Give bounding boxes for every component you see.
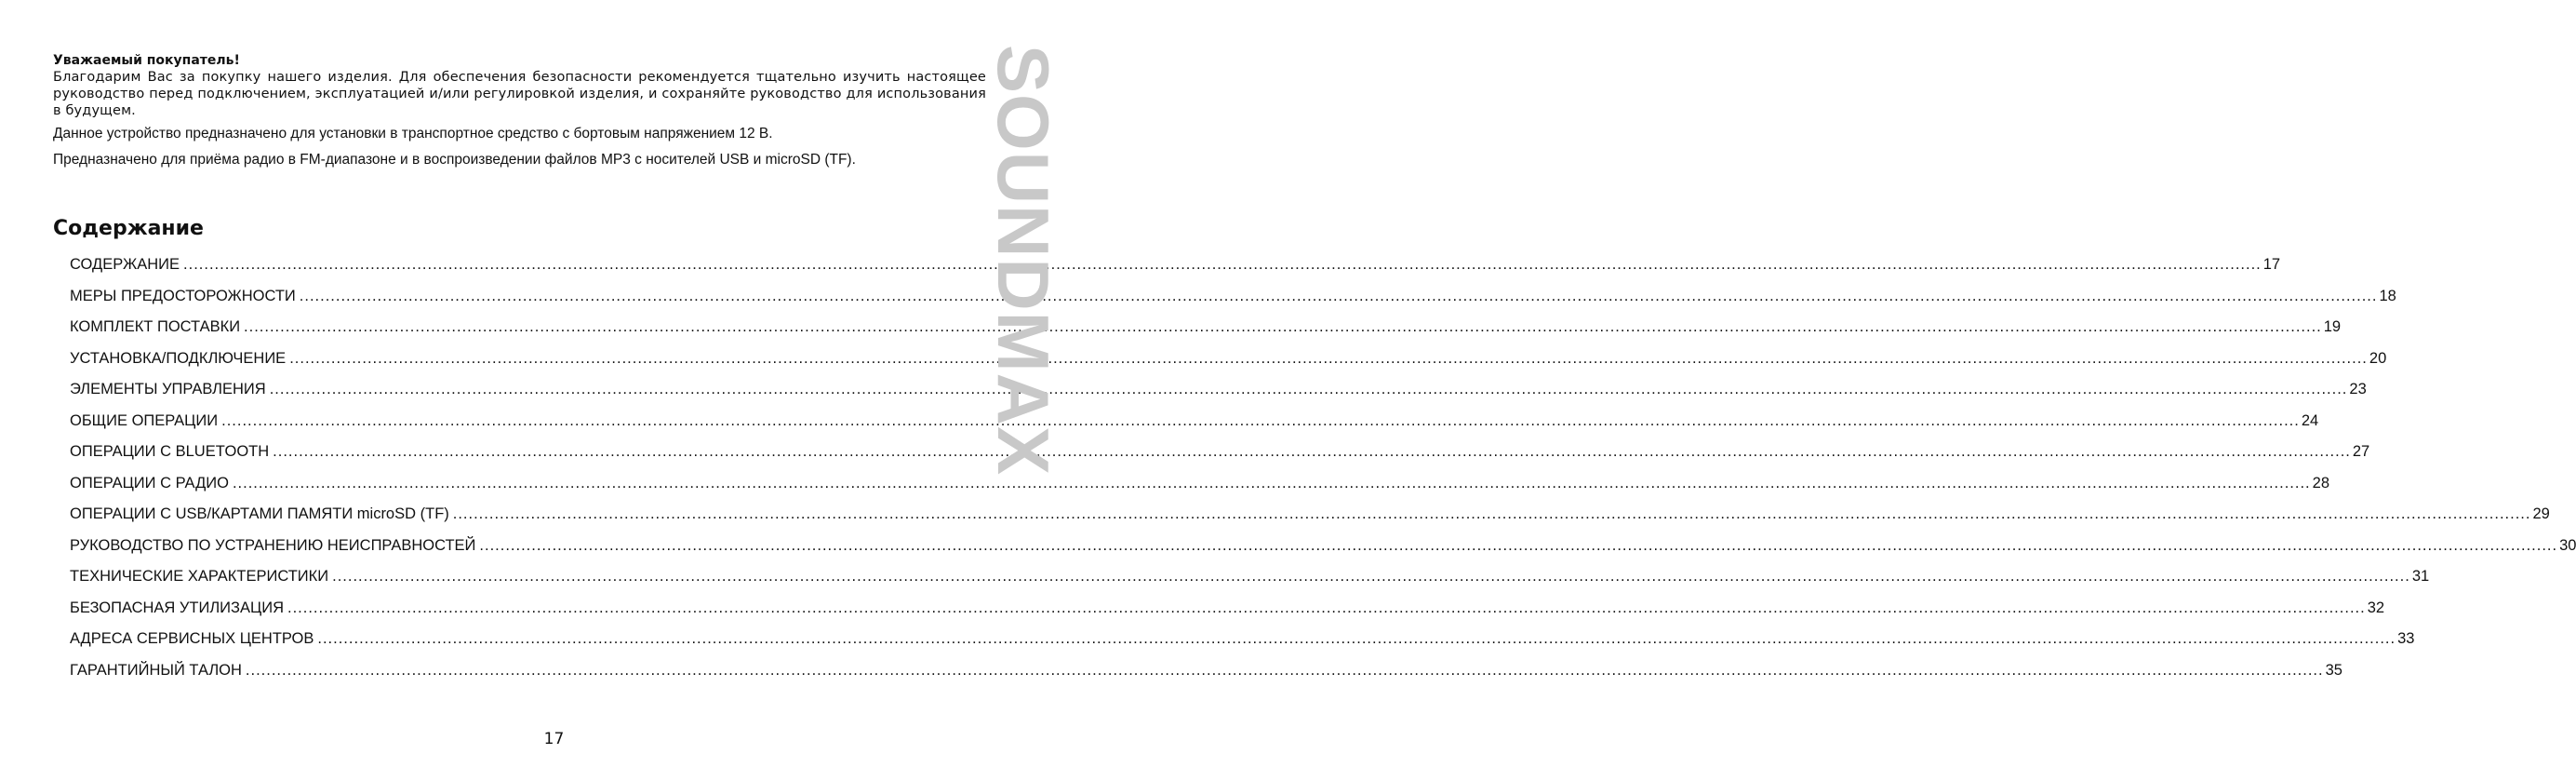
intro-paragraph-thanks: Благодарим Вас за покупку нашего изделия. Для обеспечения безопасности рекомендуется тщательно изучить настоящее руководство перед подключением, эксплуатацией и/или регулировкой изделия, и сохраняйте руководство для использования в будущем. (53, 70, 986, 118)
toc-entry-label: БЕЗОПАСНАЯ УТИЛИЗАЦИЯ (70, 599, 284, 616)
toc-leader-dots: ................................................................................................................................................................................................................................................................................................................................................................................................................ (332, 568, 2410, 585)
toc-entry[interactable] (70, 346, 2387, 378)
toc-leader-dots: ................................................................................................................................................................................................................................................................................................................................................................................................................ (232, 474, 2311, 491)
greeting: Уважаемый покупатель! (53, 53, 240, 68)
toc-entry-label: ОПЕРАЦИИ С РАДИО (70, 474, 229, 491)
toc-entry-label: ГАРАНТИЙНЫЙ ТАЛОН (70, 661, 242, 679)
toc-entry-page: 20 (2369, 349, 2387, 367)
toc-entry-page: 27 (2352, 443, 2370, 460)
toc-entry[interactable] (70, 564, 2430, 596)
toc-entry[interactable] (70, 596, 2385, 627)
toc-leader-dots: ................................................................................................................................................................................................................................................................................................................................................................................................................ (287, 599, 2366, 616)
intro-section (53, 53, 986, 171)
toc-leader-dots: ................................................................................................................................................................................................................................................................................................................................................................................................................ (452, 505, 2531, 522)
toc-entry[interactable] (70, 377, 2367, 409)
toc-entry-page: 17 (2262, 256, 2281, 273)
toc-entry[interactable] (70, 409, 2319, 440)
toc-entry[interactable] (70, 471, 2330, 503)
toc-entry-label: РУКОВОДСТВО ПО УСТРАНЕНИЮ НЕИСПРАВНОСТЕЙ (70, 536, 476, 554)
intro-paragraph-purpose: Предназначено для приёма радио в FM-диапазоне и в воспроизведении файлов MP3 с носителей USB и microSD (TF). (53, 152, 856, 168)
toc-entry-page: 19 (2323, 318, 2342, 335)
toc-entry[interactable] (70, 284, 2396, 316)
toc-entry[interactable] (70, 626, 2415, 658)
toc-leader-dots: ................................................................................................................................................................................................................................................................................................................................................................................................................ (479, 536, 2558, 554)
soundmax-logo: SOUNDMAX (982, 45, 1064, 477)
toc-leader-dots: ................................................................................................................................................................................................................................................................................................................................................................................................................ (244, 318, 2322, 335)
toc-entry-page: 31 (2411, 568, 2430, 585)
toc-leader-dots: ................................................................................................................................................................................................................................................................................................................................................................................................................ (221, 411, 2300, 429)
toc-entry-label: ОПЕРАЦИИ С BLUETOOTH (70, 443, 270, 460)
toc-entry-page: 28 (2312, 474, 2330, 491)
toc-entry-label: ОБЩИЕ ОПЕРАЦИИ (70, 411, 219, 429)
toc-entry-label: КОМПЛЕКТ ПОСТАВКИ (70, 318, 241, 335)
toc-entry-page: 23 (2349, 381, 2367, 397)
toc-entry-label: СОДЕРЖАНИЕ (70, 256, 180, 273)
toc-entry-page: 29 (2532, 505, 2550, 522)
page-number: 17 (543, 730, 565, 748)
toc-entry-page: 35 (2325, 661, 2342, 679)
toc-heading: Содержание (53, 217, 204, 240)
toc-entry[interactable] (70, 252, 2281, 284)
toc-leader-dots: ................................................................................................................................................................................................................................................................................................................................................................................................................ (289, 349, 2368, 367)
toc-entry-label: АДРЕСА СЕРВИСНЫХ ЦЕНТРОВ (70, 630, 314, 647)
intro-paragraph-voltage: Данное устройство предназначено для установки в транспортное средство с бортовым напряжением 12 В. (53, 126, 773, 141)
toc-entry-label: ЭЛЕМЕНТЫ УПРАВЛЕНИЯ (70, 381, 266, 397)
toc-leader-dots: ................................................................................................................................................................................................................................................................................................................................................................................................................ (269, 381, 2348, 397)
toc-entry[interactable] (70, 658, 2342, 690)
toc-entry-label: ОПЕРАЦИИ С USB/КАРТАМИ ПАМЯТИ microSD (TF) (70, 505, 449, 522)
toc-entry-label: МЕРЫ ПРЕДОСТОРОЖНОСТИ (70, 287, 296, 304)
toc-entry-label: ТЕХНИЧЕСКИЕ ХАРАКТЕРИСТИКИ (70, 568, 329, 585)
toc-entry-page: 32 (2367, 599, 2385, 616)
toc-entry-page: 33 (2397, 630, 2415, 647)
toc-leader-dots: ................................................................................................................................................................................................................................................................................................................................................................................................................ (245, 661, 2324, 679)
toc-leader-dots: ................................................................................................................................................................................................................................................................................................................................................................................................................ (273, 443, 2351, 460)
toc-entry-page: 24 (2301, 411, 2319, 429)
toc-leader-dots: ................................................................................................................................................................................................................................................................................................................................................................................................................ (317, 630, 2396, 647)
toc-entry[interactable] (70, 502, 2550, 533)
toc-entry-page: 30 (2559, 536, 2576, 554)
toc-leader-dots: ................................................................................................................................................................................................................................................................................................................................................................................................................ (299, 287, 2378, 304)
toc-entry[interactable] (70, 533, 2576, 565)
toc-entry[interactable] (70, 439, 2370, 471)
toc-entry[interactable] (70, 315, 2342, 346)
toc-leader-dots: ................................................................................................................................................................................................................................................................................................................................................................................................................ (183, 256, 2262, 273)
toc-entry-page: 18 (2379, 287, 2396, 304)
toc-entry-label: УСТАНОВКА/ПОДКЛЮЧЕНИЕ (70, 349, 287, 367)
